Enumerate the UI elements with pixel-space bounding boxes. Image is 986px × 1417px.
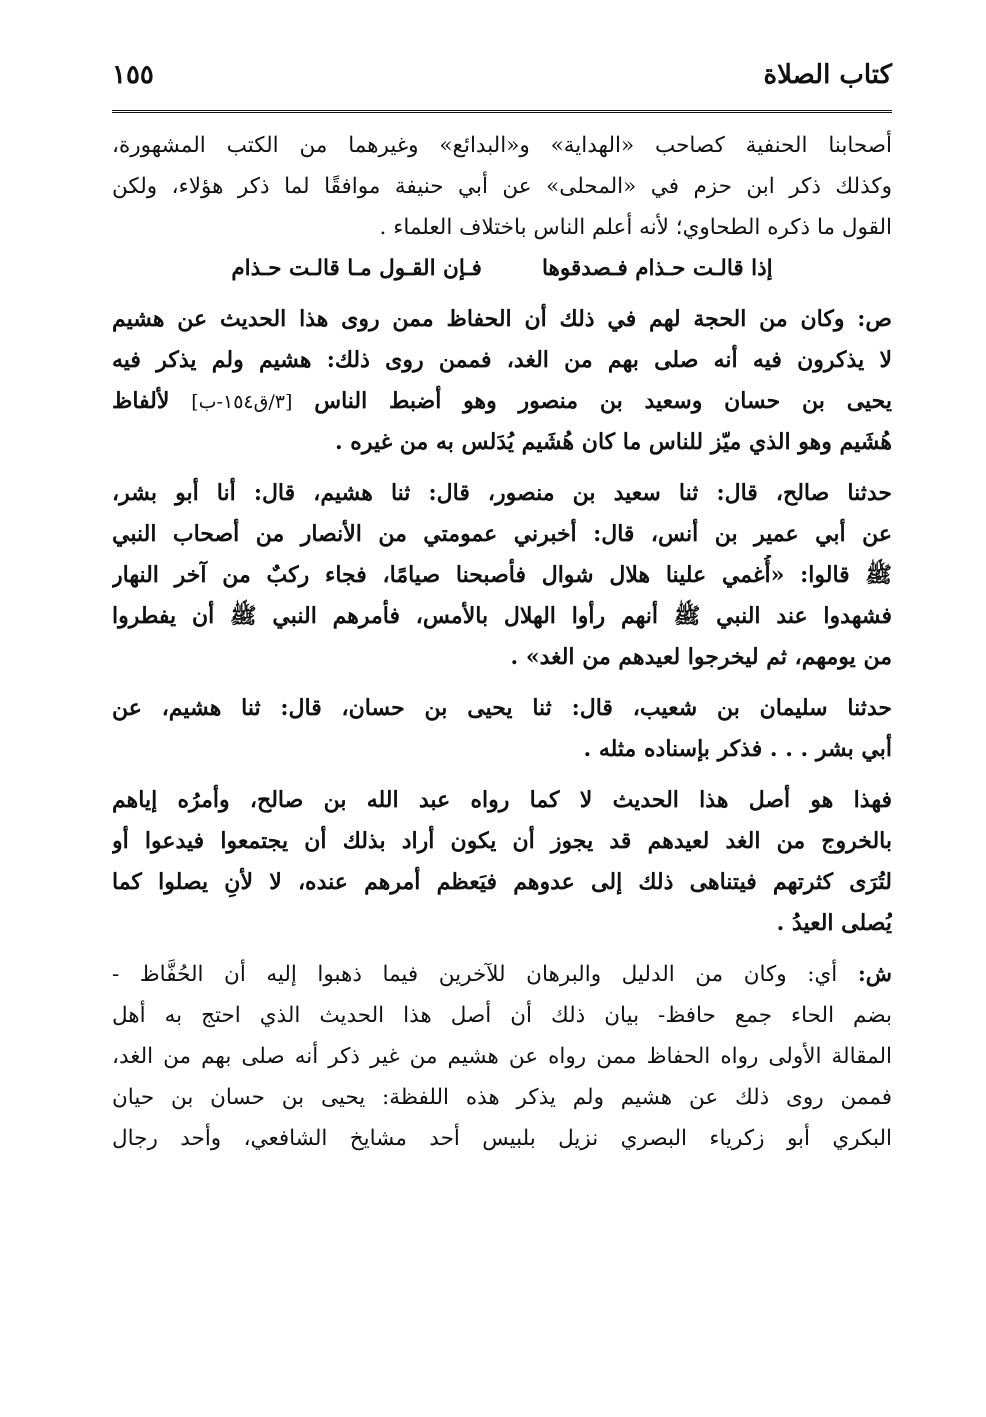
text-line: لتُرَى كثرتهم فيتناهى ذلك إلى عدوهم فيَعظم أمرهم عنده، لا لأنِ يصلوا كما — [112, 869, 892, 895]
text-line: من يومهم، ثم ليخرجوا لعيدهم من الغد» . — [510, 644, 892, 670]
poetry-verse — [112, 248, 892, 289]
text-line: عن أبي عمير بن أنس، قال: أخبرني عمومتي من الأنصار من أصحاب النبي — [112, 521, 892, 547]
text-line: البكري أبو زكرياء البصري نزيل بلبيس أحد مشايخ الشافعي، وأحد رجال — [112, 1126, 892, 1151]
text-line: فهذا هو أصل هذا الحديث لا كما رواه عبد الله بن صالح، وأمرُه إياهم — [112, 787, 892, 813]
text-line: هُشَيم وهو الذي ميّز للناس ما كان هُشَيم يُدَلس به من غيره . — [334, 429, 892, 455]
text-line: ﷺ قالوا: «أُغمي علينا هلال شوال فأصبحنا صيامًا، فجاء ركبٌ من آخر النهار — [112, 562, 892, 588]
text-line: ش: أي: وكان من الدليل والبرهان للآخرين فيما ذهبوا إليه أن الحُفَّاظ - — [112, 962, 892, 987]
text-line: لا يذكرون فيه أنه صلى بهم من الغد، فممن روى ذلك: هشيم ولم يذكر فيه — [112, 347, 892, 373]
text-line: أبي بشر . . . فذكر بإسناده مثله . — [583, 736, 892, 762]
book-title: كتاب الصلاة — [763, 60, 892, 90]
verse-hemistich-1: إذا قالـت حـذام فـصدقوها — [541, 256, 773, 281]
text-line: يُصلى العيدُ . — [776, 910, 892, 936]
running-header — [112, 60, 892, 108]
text-line: القول ما ذكره الطحاوي؛ لأنه أعلم الناس باختلاف العلماء . — [379, 215, 892, 240]
verse-hemistich-2: فـإن القـول مـا قالـت حـذام — [231, 256, 482, 281]
text-line: ص: وكان من الحجة لهم في ذلك أن الحفاظ ممن روى هذا الحديث عن هشيم — [112, 306, 892, 332]
page-number: ١٥٥ — [112, 60, 154, 90]
text-line: المقالة الأولى رواه الحفاظ ممن رواه عن هشيم من غير ذكر أنه صلى بهم من الغد، — [112, 1044, 892, 1069]
book-page — [112, 60, 892, 1159]
text-line: بالخروج من الغد لعيدهم قد يجوز أن يكون أراد بذلك أن يجتمعوا فيدعوا أو — [112, 828, 892, 854]
text-line: حدثنا صالح، قال: ثنا سعيد بن منصور، قال: ثنا هشيم، قال: أنا أبو بشر، — [112, 480, 892, 506]
text-line: بضم الحاء جمع حافظ- بيان ذلك أن أصل هذا الحديث الذي احتج به أهل — [112, 1003, 892, 1028]
text-line: فشهدوا عند النبي ﷺ أنهم رأوا الهلال بالأمس، فأمرهم النبي ﷺ أن يفطروا — [112, 603, 892, 629]
text-line: وكذلك ذكر ابن حزم في «المحلى» عن أبي حنيفة موافقًا لما ذكر هؤلاء، ولكن — [112, 174, 892, 199]
manuscript-reference: [٣/ق١٥٤-ب] — [191, 391, 293, 413]
section-marker-shin: ش: — [857, 962, 892, 987]
text-line: أصحابنا الحنفية كصاحب «الهداية» و«البدائع» وغيرهما من الكتب المشهورة، — [112, 133, 892, 158]
text-line: حدثنا سليمان بن شعيب، قال: ثنا يحيى بن حسان، قال: ثنا هشيم، عن — [112, 695, 892, 721]
text-line: فممن روى ذلك عن هشيم ولم يذكر هذه اللفظة: يحيى بن حسان بن حيان — [112, 1085, 892, 1110]
section-marker-sad: ص: — [857, 306, 892, 332]
text-line: يحيى بن حسان وسعيد بن منصور وهو أضبط الناس [٣/ق١٥٤-ب] لألفاظ — [112, 388, 892, 414]
